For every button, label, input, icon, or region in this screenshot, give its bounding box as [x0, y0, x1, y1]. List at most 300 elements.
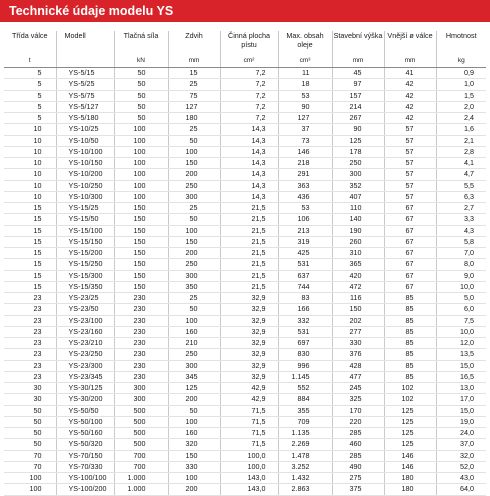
cell-oil: 3.252 — [278, 461, 332, 472]
cell-model: YS-15/300 — [56, 270, 114, 281]
table-row — [4, 439, 486, 450]
cell-area: 7,2 — [220, 101, 278, 112]
cell-oil: 2.269 — [278, 439, 332, 450]
cell-class: 50 — [4, 428, 56, 439]
cell-diameter: 85 — [384, 349, 436, 360]
cell-model: YS-15/25 — [56, 203, 114, 214]
cell-weight: 5,8 — [436, 236, 486, 247]
cell-diameter: 57 — [384, 169, 436, 180]
table-row — [4, 371, 486, 382]
cell-diameter: 57 — [384, 135, 436, 146]
cell-oil: 1.478 — [278, 450, 332, 461]
table-body — [4, 68, 486, 496]
cell-height: 110 — [332, 203, 384, 214]
header-weight: Hmotnost — [436, 31, 486, 56]
cell-height: 285 — [332, 428, 384, 439]
unit-class: t — [4, 56, 56, 68]
cell-height: 220 — [332, 416, 384, 427]
cell-height: 190 — [332, 225, 384, 236]
cell-force: 150 — [114, 248, 168, 259]
cell-force: 500 — [114, 416, 168, 427]
cell-height: 214 — [332, 101, 384, 112]
cell-class: 15 — [4, 203, 56, 214]
cell-height: 260 — [332, 236, 384, 247]
cell-height: 310 — [332, 248, 384, 259]
cell-diameter: 125 — [384, 428, 436, 439]
cell-weight: 8,0 — [436, 259, 486, 270]
cell-weight: 5,5 — [436, 180, 486, 191]
cell-area: 7,2 — [220, 113, 278, 124]
cell-stroke: 200 — [168, 248, 220, 259]
table-row — [4, 203, 486, 214]
cell-class: 70 — [4, 450, 56, 461]
cell-area: 21,5 — [220, 214, 278, 225]
cell-area: 143,0 — [220, 473, 278, 484]
cell-stroke: 250 — [168, 349, 220, 360]
table-row — [4, 124, 486, 135]
cell-oil: 996 — [278, 360, 332, 371]
table-row — [4, 360, 486, 371]
cell-oil: 53 — [278, 90, 332, 101]
cell-diameter: 67 — [384, 225, 436, 236]
units-row — [4, 56, 486, 68]
cell-diameter: 125 — [384, 416, 436, 427]
cell-model: YS-23/25 — [56, 293, 114, 304]
cell-class: 70 — [4, 461, 56, 472]
cell-stroke: 200 — [168, 169, 220, 180]
cell-oil: 218 — [278, 158, 332, 169]
cell-area: 14,3 — [220, 191, 278, 202]
table-row — [4, 383, 486, 394]
cell-height: 420 — [332, 270, 384, 281]
cell-weight: 4,7 — [436, 169, 486, 180]
cell-height: 325 — [332, 394, 384, 405]
cell-force: 100 — [114, 158, 168, 169]
cell-area: 71,5 — [220, 405, 278, 416]
page-title: Technické údaje modelu YS — [0, 0, 490, 22]
cell-area: 7,2 — [220, 90, 278, 101]
cell-height: 330 — [332, 338, 384, 349]
cell-model: YS-15/150 — [56, 236, 114, 247]
cell-oil: 884 — [278, 394, 332, 405]
cell-stroke: 150 — [168, 158, 220, 169]
cell-oil: 213 — [278, 225, 332, 236]
cell-stroke: 330 — [168, 461, 220, 472]
cell-oil: 319 — [278, 236, 332, 247]
cell-class: 15 — [4, 236, 56, 247]
cell-weight: 4,1 — [436, 158, 486, 169]
table-row — [4, 326, 486, 337]
cell-class: 23 — [4, 315, 56, 326]
cell-stroke: 100 — [168, 146, 220, 157]
cell-weight: 2,8 — [436, 146, 486, 157]
cell-class: 100 — [4, 473, 56, 484]
cell-diameter: 57 — [384, 191, 436, 202]
cell-force: 230 — [114, 304, 168, 315]
cell-area: 14,3 — [220, 158, 278, 169]
cell-oil: 1.145 — [278, 371, 332, 382]
cell-force: 100 — [114, 146, 168, 157]
cell-area: 71,5 — [220, 416, 278, 427]
cell-stroke: 50 — [168, 135, 220, 146]
cell-weight: 10,0 — [436, 326, 486, 337]
cell-weight: 4,3 — [436, 225, 486, 236]
cell-diameter: 125 — [384, 439, 436, 450]
cell-height: 125 — [332, 135, 384, 146]
cell-stroke: 150 — [168, 236, 220, 247]
cell-oil: 73 — [278, 135, 332, 146]
cell-weight: 32,0 — [436, 450, 486, 461]
cell-oil: 332 — [278, 315, 332, 326]
cell-stroke: 25 — [168, 79, 220, 90]
cell-oil: 1.135 — [278, 428, 332, 439]
cell-oil: 436 — [278, 191, 332, 202]
cell-stroke: 300 — [168, 360, 220, 371]
cell-class: 5 — [4, 68, 56, 79]
cell-oil: 53 — [278, 203, 332, 214]
cell-force: 500 — [114, 439, 168, 450]
cell-stroke: 75 — [168, 90, 220, 101]
cell-area: 100,0 — [220, 450, 278, 461]
cell-oil: 744 — [278, 281, 332, 292]
cell-diameter: 67 — [384, 270, 436, 281]
cell-force: 100 — [114, 169, 168, 180]
cell-oil: 83 — [278, 293, 332, 304]
cell-diameter: 85 — [384, 326, 436, 337]
header-row — [4, 31, 486, 56]
cell-class: 5 — [4, 113, 56, 124]
cell-force: 50 — [114, 79, 168, 90]
cell-model: YS-50/160 — [56, 428, 114, 439]
header-force: Tlačná síla — [114, 31, 168, 56]
cell-diameter: 57 — [384, 158, 436, 169]
cell-model: YS-30/125 — [56, 383, 114, 394]
table-row — [4, 146, 486, 157]
cell-force: 230 — [114, 293, 168, 304]
cell-area: 32,9 — [220, 315, 278, 326]
cell-force: 500 — [114, 428, 168, 439]
table-row — [4, 101, 486, 112]
cell-oil: 37 — [278, 124, 332, 135]
cell-weight: 5,0 — [436, 293, 486, 304]
cell-class: 23 — [4, 293, 56, 304]
cell-force: 230 — [114, 338, 168, 349]
cell-weight: 10,0 — [436, 281, 486, 292]
cell-stroke: 150 — [168, 450, 220, 461]
cell-height: 178 — [332, 146, 384, 157]
cell-weight: 16,5 — [436, 371, 486, 382]
cell-area: 21,5 — [220, 281, 278, 292]
cell-force: 230 — [114, 349, 168, 360]
table-row — [4, 236, 486, 247]
cell-diameter: 146 — [384, 450, 436, 461]
cell-class: 5 — [4, 101, 56, 112]
table-row — [4, 338, 486, 349]
cell-model: YS-15/50 — [56, 214, 114, 225]
cell-area: 21,5 — [220, 259, 278, 270]
cell-oil: 166 — [278, 304, 332, 315]
cell-stroke: 160 — [168, 428, 220, 439]
cell-area: 32,9 — [220, 293, 278, 304]
cell-force: 150 — [114, 236, 168, 247]
cell-model: YS-23/50 — [56, 304, 114, 315]
cell-class: 10 — [4, 124, 56, 135]
cell-weight: 13,5 — [436, 349, 486, 360]
unit-area: cm² — [220, 56, 278, 68]
specs-table — [4, 31, 486, 496]
table-row — [4, 113, 486, 124]
cell-model: YS-10/50 — [56, 135, 114, 146]
cell-oil: 146 — [278, 146, 332, 157]
cell-model: YS-30/200 — [56, 394, 114, 405]
cell-force: 100 — [114, 124, 168, 135]
cell-class: 23 — [4, 371, 56, 382]
cell-weight: 19,0 — [436, 416, 486, 427]
cell-weight: 24,0 — [436, 428, 486, 439]
cell-oil: 637 — [278, 270, 332, 281]
cell-model: YS-5/127 — [56, 101, 114, 112]
cell-weight: 6,0 — [436, 304, 486, 315]
cell-height: 285 — [332, 450, 384, 461]
cell-model: YS-23/250 — [56, 349, 114, 360]
cell-force: 230 — [114, 371, 168, 382]
cell-weight: 9,0 — [436, 270, 486, 281]
cell-diameter: 42 — [384, 79, 436, 90]
cell-oil: 531 — [278, 326, 332, 337]
cell-weight: 2,4 — [436, 113, 486, 124]
header-class: Třída válce — [11, 31, 48, 40]
cell-force: 150 — [114, 214, 168, 225]
cell-oil: 697 — [278, 338, 332, 349]
cell-weight: 1,6 — [436, 124, 486, 135]
cell-model: YS-10/250 — [56, 180, 114, 191]
cell-class: 10 — [4, 191, 56, 202]
header-model: Modell — [56, 31, 114, 56]
cell-stroke: 25 — [168, 293, 220, 304]
cell-area: 21,5 — [220, 203, 278, 214]
cell-height: 300 — [332, 169, 384, 180]
cell-force: 150 — [114, 270, 168, 281]
cell-area: 32,9 — [220, 304, 278, 315]
header-diameter: Vnější ø válce — [384, 31, 436, 56]
cell-diameter: 180 — [384, 484, 436, 495]
cell-weight: 43,0 — [436, 473, 486, 484]
cell-model: YS-15/100 — [56, 225, 114, 236]
cell-class: 23 — [4, 326, 56, 337]
table-row — [4, 349, 486, 360]
header-area: Činná plocha pístu — [220, 31, 278, 56]
cell-height: 407 — [332, 191, 384, 202]
table-row — [4, 450, 486, 461]
cell-force: 150 — [114, 281, 168, 292]
cell-height: 90 — [332, 124, 384, 135]
cell-weight: 7,0 — [436, 248, 486, 259]
cell-class: 10 — [4, 135, 56, 146]
cell-model: YS-23/160 — [56, 326, 114, 337]
cell-model: YS-10/100 — [56, 146, 114, 157]
cell-weight: 1,5 — [436, 90, 486, 101]
cell-force: 150 — [114, 225, 168, 236]
cell-oil: 106 — [278, 214, 332, 225]
cell-model: YS-10/150 — [56, 158, 114, 169]
cell-height: 140 — [332, 214, 384, 225]
cell-class: 30 — [4, 383, 56, 394]
cell-stroke: 100 — [168, 416, 220, 427]
cell-oil: 531 — [278, 259, 332, 270]
cell-oil: 355 — [278, 405, 332, 416]
cell-height: 376 — [332, 349, 384, 360]
cell-class: 10 — [4, 169, 56, 180]
cell-force: 50 — [114, 113, 168, 124]
cell-stroke: 160 — [168, 326, 220, 337]
cell-force: 100 — [114, 180, 168, 191]
cell-force: 150 — [114, 259, 168, 270]
cell-force: 50 — [114, 101, 168, 112]
cell-height: 490 — [332, 461, 384, 472]
cell-class: 23 — [4, 349, 56, 360]
cell-model: YS-100/100 — [56, 473, 114, 484]
cell-model: YS-5/15 — [56, 68, 114, 79]
cell-area: 100,0 — [220, 461, 278, 472]
cell-area: 14,3 — [220, 146, 278, 157]
table-row — [4, 135, 486, 146]
unit-height: mm — [332, 56, 384, 68]
cell-diameter: 57 — [384, 146, 436, 157]
cell-class: 30 — [4, 394, 56, 405]
table-row — [4, 416, 486, 427]
cell-stroke: 180 — [168, 113, 220, 124]
cell-model: YS-15/350 — [56, 281, 114, 292]
cell-class: 15 — [4, 225, 56, 236]
cell-diameter: 85 — [384, 293, 436, 304]
cell-model: YS-23/345 — [56, 371, 114, 382]
cell-weight: 2,1 — [436, 135, 486, 146]
cell-diameter: 67 — [384, 248, 436, 259]
cell-height: 275 — [332, 473, 384, 484]
cell-oil: 830 — [278, 349, 332, 360]
table-row — [4, 191, 486, 202]
cell-force: 300 — [114, 383, 168, 394]
cell-stroke: 127 — [168, 101, 220, 112]
cell-oil: 363 — [278, 180, 332, 191]
cell-class: 5 — [4, 90, 56, 101]
cell-diameter: 85 — [384, 360, 436, 371]
cell-diameter: 41 — [384, 68, 436, 79]
cell-height: 472 — [332, 281, 384, 292]
unit-diameter: mm — [384, 56, 436, 68]
unit-oil: cm³ — [278, 56, 332, 68]
cell-force: 50 — [114, 68, 168, 79]
cell-oil: 90 — [278, 101, 332, 112]
cell-weight: 12,0 — [436, 338, 486, 349]
cell-area: 71,5 — [220, 439, 278, 450]
cell-area: 32,9 — [220, 360, 278, 371]
table-row — [4, 158, 486, 169]
cell-model: YS-23/210 — [56, 338, 114, 349]
cell-diameter: 85 — [384, 371, 436, 382]
cell-oil: 11 — [278, 68, 332, 79]
cell-class: 10 — [4, 146, 56, 157]
cell-stroke: 200 — [168, 394, 220, 405]
cell-height: 116 — [332, 293, 384, 304]
cell-model: YS-100/200 — [56, 484, 114, 495]
cell-model: YS-15/250 — [56, 259, 114, 270]
cell-diameter: 85 — [384, 304, 436, 315]
cell-class: 23 — [4, 338, 56, 349]
table-row — [4, 248, 486, 259]
cell-model: YS-10/200 — [56, 169, 114, 180]
cell-stroke: 250 — [168, 180, 220, 191]
table-row — [4, 270, 486, 281]
cell-weight: 2,7 — [436, 203, 486, 214]
cell-stroke: 25 — [168, 203, 220, 214]
cell-stroke: 100 — [168, 225, 220, 236]
cell-oil: 2.863 — [278, 484, 332, 495]
cell-model: YS-5/180 — [56, 113, 114, 124]
cell-model: YS-23/300 — [56, 360, 114, 371]
header-oil: Max. obsah oleje — [278, 31, 332, 56]
table-row — [4, 394, 486, 405]
cell-area: 14,3 — [220, 124, 278, 135]
cell-weight: 3,3 — [436, 214, 486, 225]
cell-stroke: 100 — [168, 473, 220, 484]
cell-diameter: 57 — [384, 124, 436, 135]
cell-diameter: 67 — [384, 236, 436, 247]
cell-height: 460 — [332, 439, 384, 450]
cell-area: 21,5 — [220, 270, 278, 281]
table-row — [4, 68, 486, 79]
cell-diameter: 57 — [384, 180, 436, 191]
cell-height: 202 — [332, 315, 384, 326]
cell-diameter: 125 — [384, 405, 436, 416]
cell-area: 32,9 — [220, 326, 278, 337]
cell-diameter: 85 — [384, 315, 436, 326]
table-row — [4, 304, 486, 315]
cell-diameter: 102 — [384, 383, 436, 394]
cell-weight: 2,0 — [436, 101, 486, 112]
unit-force: kN — [114, 56, 168, 68]
cell-stroke: 350 — [168, 281, 220, 292]
cell-model: YS-70/330 — [56, 461, 114, 472]
cell-oil: 552 — [278, 383, 332, 394]
cell-class: 23 — [4, 360, 56, 371]
cell-force: 1.000 — [114, 473, 168, 484]
cell-stroke: 50 — [168, 214, 220, 225]
cell-height: 45 — [332, 68, 384, 79]
table-row — [4, 473, 486, 484]
cell-class: 15 — [4, 281, 56, 292]
cell-diameter: 42 — [384, 101, 436, 112]
cell-height: 352 — [332, 180, 384, 191]
cell-oil: 18 — [278, 79, 332, 90]
cell-height: 245 — [332, 383, 384, 394]
cell-model: YS-10/300 — [56, 191, 114, 202]
cell-stroke: 320 — [168, 439, 220, 450]
cell-force: 230 — [114, 315, 168, 326]
cell-stroke: 210 — [168, 338, 220, 349]
cell-class: 15 — [4, 259, 56, 270]
cell-oil: 425 — [278, 248, 332, 259]
cell-oil: 127 — [278, 113, 332, 124]
table-row — [4, 169, 486, 180]
cell-model: YS-23/100 — [56, 315, 114, 326]
cell-height: 150 — [332, 304, 384, 315]
cell-diameter: 67 — [384, 203, 436, 214]
cell-weight: 1,0 — [436, 79, 486, 90]
cell-area: 21,5 — [220, 225, 278, 236]
cell-weight: 64,0 — [436, 484, 486, 495]
table-row — [4, 405, 486, 416]
